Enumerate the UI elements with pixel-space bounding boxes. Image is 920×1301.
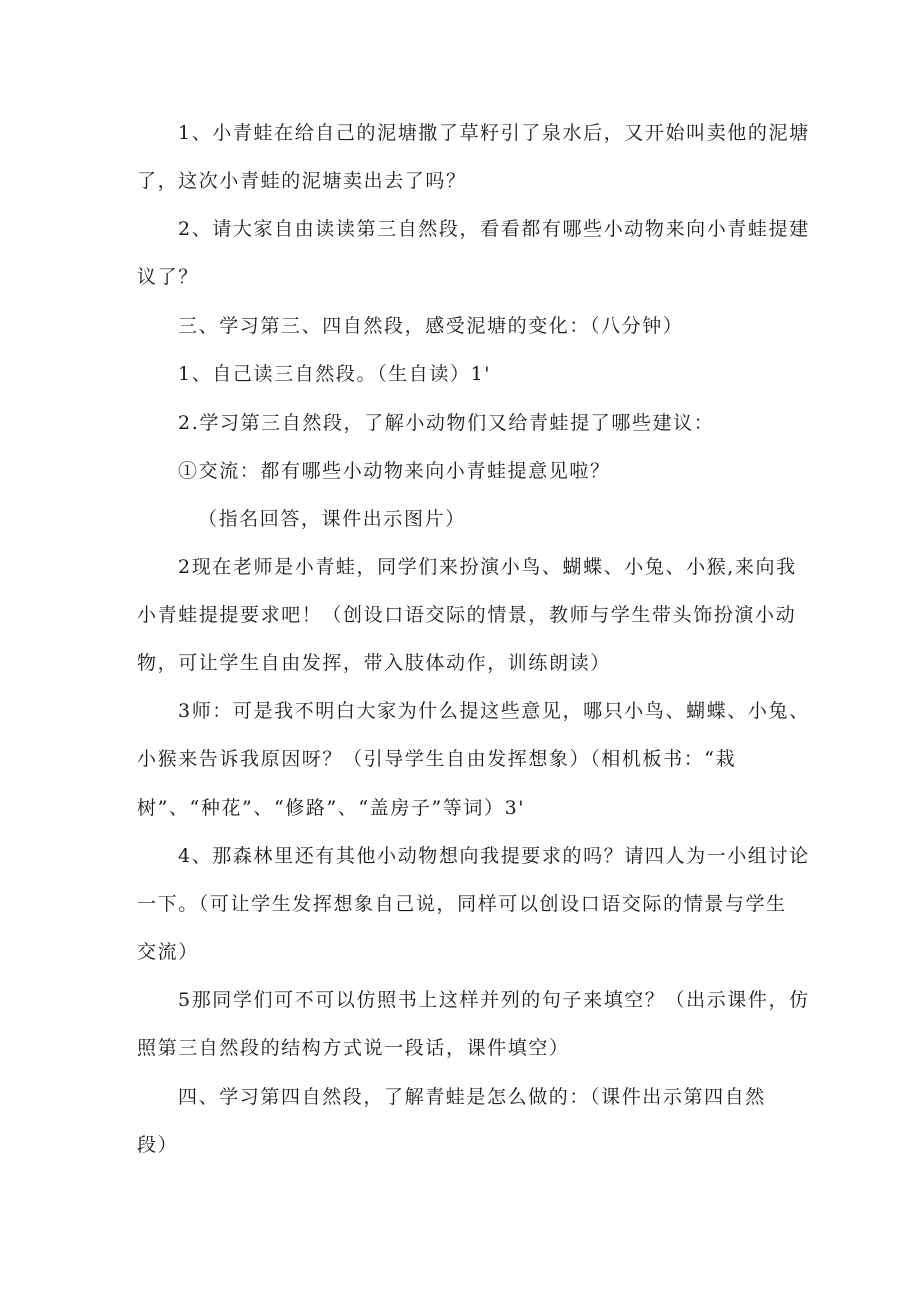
text-line: 5那同学们可不可以仿照书上这样并列的句子来填空？（出示课件，仿 — [178, 989, 810, 1011]
text-line: 树”、“种花”、“修路”、“盖房子”等词）3' — [137, 797, 526, 819]
text-line: 小猴来告诉我原因呀？（引导学生自由发挥想象）（相机板书：“栽 — [137, 748, 737, 770]
section-heading-text: 段） — [137, 1134, 179, 1156]
text-line: ①交流：都有哪些小动物来向小青蛙提意见啦？ — [178, 460, 611, 482]
section-heading-text: 三、学习第三、四自然段，感受泥塘的变化：（八分钟） — [178, 315, 684, 337]
text-line: 一下。（可让学生发挥想象自己说，同样可以创设口语交际的情景与学生 — [137, 893, 787, 915]
text-line: 4、那森林里还有其他小动物想向我提要求的吗？请四人为一小组讨论 — [178, 845, 810, 867]
text-line: 2、请大家自由读读第三自然段，看看都有哪些小动物来向小青蛙提建 — [178, 218, 810, 240]
text-line: （指名回答，课件出示图片） — [198, 508, 466, 530]
text-line: 交流） — [137, 941, 199, 963]
text-line: 3师：可是我不明白大家为什么提这些意见，哪只小鸟、蝴蝶、小兔、 — [178, 700, 810, 722]
text-line: 小青蛙提提要求吧！（创设口语交际的情景，教师与学生带头饰扮演小动 — [137, 604, 797, 626]
text-line: 照第三自然段的结构方式说一段话，课件填空） — [137, 1037, 570, 1059]
text-line: 1、小青蛙在给自己的泥塘撒了草籽引了泉水后，又开始叫卖他的泥塘 — [178, 122, 810, 144]
text-line: 议了？ — [137, 266, 199, 288]
text-line: 2现在老师是小青蛙，同学们来扮演小鸟、蝴蝶、小兔、小猴,来向我 — [178, 556, 797, 578]
text-line: 物，可让学生自由发挥，带入肢体动作，训练朗读） — [137, 652, 611, 674]
text-line: 2.学习第三自然段，了解小动物们又给青蛙提了哪些建议： — [178, 412, 715, 434]
text-line: 了，这次小青蛙的泥塘卖出去了吗？ — [137, 170, 467, 192]
text-line: 1、自己读三自然段。（生自读）1' — [178, 363, 492, 385]
section-heading-text: 四、学习第四自然段，了解青蛙是怎么做的：（课件出示第四自然 — [178, 1086, 766, 1108]
